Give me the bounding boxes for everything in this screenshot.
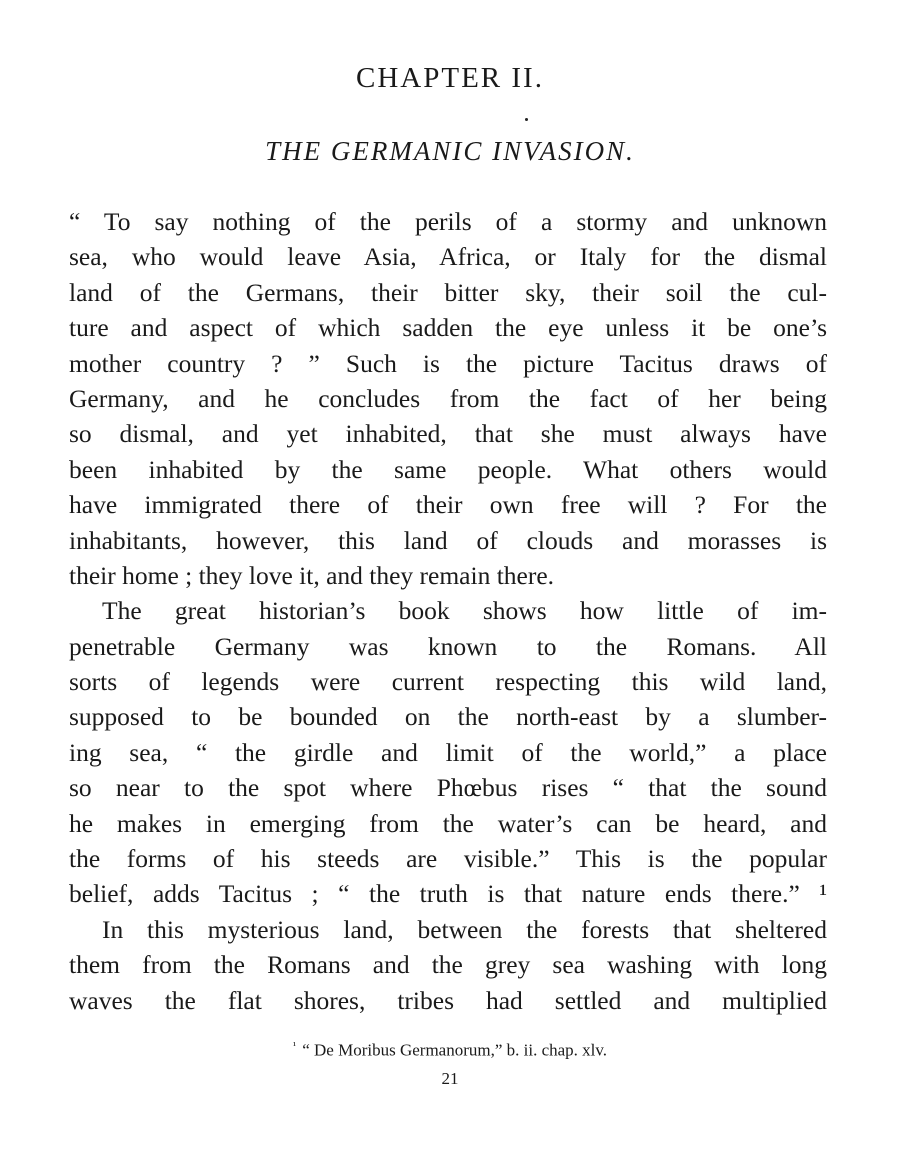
text-line: sea, who would leave Asia, Africa, or Italy for the dismal xyxy=(69,242,827,272)
text-line: In this mysterious land, between the forests that sheltered xyxy=(102,914,827,944)
text-line: ture and aspect of which sadden the eye unless it be one’s xyxy=(69,313,827,343)
text-line: have immigrated there of their own free will ? For the xyxy=(69,490,827,520)
text-line: waves the flat shores, tribes had settled and multiplied xyxy=(69,985,827,1015)
text-line: ing sea, “ the girdle and limit of the world,” a place xyxy=(69,737,827,767)
text-line: belief, adds Tacitus ; “ the truth is that nature ends there.” ¹ xyxy=(69,879,827,909)
text-line: he makes in emerging from the water’s can be heard, and xyxy=(69,808,827,838)
body-text xyxy=(69,204,827,1018)
text-line: sorts of legends were current respecting this wild land, xyxy=(69,667,827,697)
paragraph xyxy=(69,204,827,593)
paragraph xyxy=(69,912,827,1018)
section-title: THE GERMANIC INVASION. xyxy=(265,136,635,166)
text-line: The great historian’s book shows how little of im- xyxy=(102,596,827,626)
footnote-text: “ De Moribus Germanorum,” b. ii. chap. xlv. xyxy=(302,1040,608,1060)
text-line: land of the Germans, their bitter sky, their soil the cul- xyxy=(69,277,827,307)
text-line: “ To say nothing of the perils of a stormy and unknown xyxy=(69,207,827,236)
print-speck xyxy=(525,118,528,121)
text-line: them from the Romans and the grey sea washing with long xyxy=(69,950,827,980)
text-line: so near to the spot where Phœbus rises “ that the sound xyxy=(69,773,827,803)
text-line: Germany, and he concludes from the fact of her being xyxy=(69,383,827,413)
text-line: been inhabited by the same people. What others would xyxy=(69,454,827,484)
footnote-mark: ¹ xyxy=(292,1040,297,1052)
text-line: inhabitants, however, this land of clouds and morasses is xyxy=(69,525,827,555)
text-line: their home ; they love it, and they remain there. xyxy=(69,560,555,590)
text-line: supposed to be bounded on the north-east by a slumber- xyxy=(69,702,827,732)
text-line: the forms of his steeds are visible.” This is the popular xyxy=(69,844,827,874)
chapter-heading: CHAPTER II. xyxy=(356,62,544,94)
footnote xyxy=(0,1040,900,1061)
text-line: penetrable Germany was known to the Romans. All xyxy=(69,631,827,661)
paragraph xyxy=(69,593,827,912)
text-line: mother country ? ” Such is the picture Tacitus draws of xyxy=(69,348,827,378)
page-number: 21 xyxy=(441,1069,459,1088)
text-line: so dismal, and yet inhabited, that she must always have xyxy=(69,419,827,449)
